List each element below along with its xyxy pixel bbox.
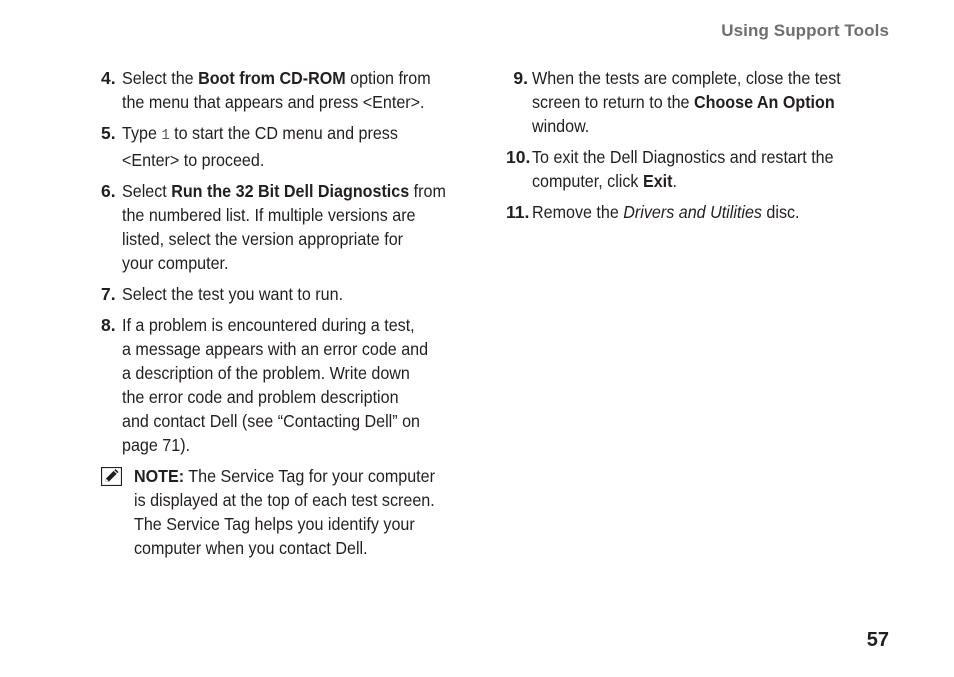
step-text: the menu that appears and press <Enter>. — [122, 92, 425, 112]
step-number: 8. — [101, 315, 116, 335]
step-text: Select the — [122, 68, 199, 88]
typed-key: 1 — [161, 127, 170, 144]
step-text: the numbered list. If multiple versions are — [122, 205, 416, 225]
step-text: your computer. — [122, 253, 229, 273]
step-5 — [101, 121, 481, 172]
step-text: disc. — [761, 202, 800, 222]
step-number: 6. — [101, 181, 116, 201]
step-number: 5. — [101, 123, 116, 143]
step-text: Remove the — [532, 202, 624, 222]
step-number: 11. — [506, 202, 530, 222]
note-pencil-icon — [101, 467, 122, 486]
step-9 — [506, 66, 906, 138]
step-number: 4. — [101, 68, 116, 88]
step-text: from — [409, 181, 446, 201]
section-header: Using Support Tools — [721, 21, 889, 40]
step-8 — [101, 313, 481, 457]
step-number: 10. — [506, 147, 531, 167]
note-block — [101, 464, 481, 560]
step-text: Select the test you want to run. — [122, 284, 344, 304]
boot-from-cdrom-option: Boot from CD-ROM — [198, 68, 346, 88]
step-number: 9. — [513, 68, 528, 88]
step-text: When the tests are complete, close the test — [532, 68, 841, 88]
step-6 — [101, 179, 481, 275]
step-text: a message appears with an error code and — [122, 339, 429, 359]
choose-an-option-label: Choose An Option — [693, 92, 835, 112]
step-number: 7. — [101, 284, 116, 304]
disc-name: Drivers and Utilities — [623, 202, 762, 222]
note-text: The Service Tag helps you identify your — [134, 514, 415, 534]
step-10 — [506, 145, 906, 193]
step-text: listed, select the version appropriate for — [122, 229, 404, 249]
page-number: 57 — [866, 629, 889, 651]
left-column — [101, 66, 481, 560]
step-text: the error code and problem description — [122, 387, 399, 407]
step-text: If a problem is encountered during a test, — [122, 315, 415, 335]
step-7 — [101, 282, 481, 306]
step-text: . — [672, 171, 677, 191]
step-text: option from — [345, 68, 431, 88]
step-text: a description of the problem. Write down — [122, 363, 410, 383]
step-text: to start the CD menu and press — [169, 123, 398, 143]
step-4 — [101, 66, 481, 114]
exit-label: Exit — [642, 171, 673, 191]
step-text: window. — [532, 116, 590, 136]
right-column — [506, 66, 906, 231]
note-text: is displayed at the top of each test screen. — [134, 490, 435, 510]
step-text: To exit the Dell Diagnostics and restart the — [532, 147, 834, 167]
step-text: screen to return to the — [532, 92, 694, 112]
step-text: Type — [122, 123, 162, 143]
step-text: computer, click — [532, 171, 643, 191]
run-diagnostics-option: Run the 32 Bit Dell Diagnostics — [171, 181, 410, 201]
step-text: and contact Dell (see “Contacting Dell” on — [122, 411, 421, 431]
step-text: Select — [122, 181, 172, 201]
step-text: <Enter> to proceed. — [122, 150, 265, 170]
note-text: The Service Tag for your computer — [184, 466, 435, 486]
step-text: page 71). — [122, 435, 191, 455]
note-label: NOTE: — [134, 466, 185, 486]
note-text: computer when you contact Dell. — [134, 538, 368, 558]
step-11 — [506, 200, 906, 224]
